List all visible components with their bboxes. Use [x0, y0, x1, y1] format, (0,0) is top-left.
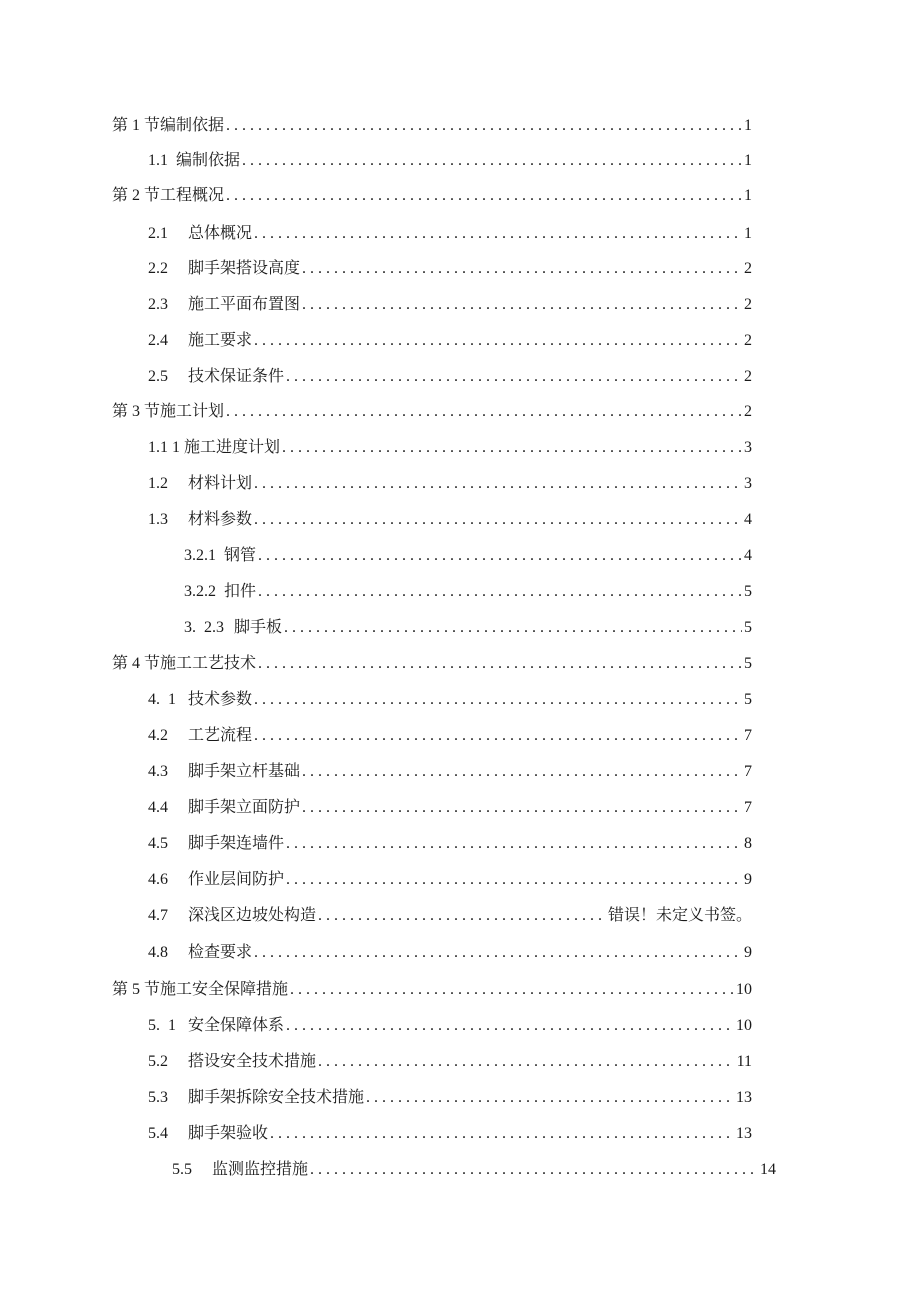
dot-leader [254, 941, 742, 965]
toc-entry-title: 脚手架立面防护 [188, 799, 301, 816]
toc-entry-number: 5.3 [148, 1089, 168, 1106]
toc-entry[interactable] [148, 760, 752, 784]
toc-entry-title: 监测监控措施 [212, 1161, 309, 1178]
toc-entry-page: 9 [744, 871, 752, 888]
toc-entry-title: 检查要求 [188, 944, 253, 961]
toc-entry-title: 施工要求 [188, 332, 253, 349]
toc-entry-number: 3.2.2 [184, 583, 216, 600]
toc-entry-title: 编制依据 [176, 152, 241, 169]
dot-leader [254, 508, 742, 532]
dot-leader [302, 760, 742, 784]
toc-entry[interactable] [148, 1014, 752, 1038]
toc-entry-page: 2 [744, 260, 752, 277]
toc-entry-page: 14 [760, 1161, 776, 1178]
toc-entry-page: 8 [744, 835, 752, 852]
toc-entry-title: 总体概况 [188, 225, 253, 242]
toc-entry-page: 3 [744, 439, 752, 456]
toc-entry[interactable] [148, 472, 752, 496]
toc-entry-title: 技术参数 [188, 691, 253, 708]
toc-entry[interactable] [148, 724, 752, 748]
toc-entry-page: 5 [744, 583, 752, 600]
toc-entry-title: 安全保障体系 [188, 1017, 285, 1034]
toc-entry-page: 9 [744, 944, 752, 961]
toc-entry-number: 4.6 [148, 871, 168, 888]
toc-entry[interactable] [148, 796, 752, 820]
toc-entry-page: 1 [744, 225, 752, 242]
toc-entry-page: 10 [736, 1017, 752, 1034]
dot-leader [270, 1122, 734, 1146]
toc-entry-number: 4.5 [148, 835, 168, 852]
toc-entry-number: 第 2 节 [112, 187, 161, 204]
toc-entry-title: 材料计划 [188, 475, 253, 492]
dot-leader [286, 365, 742, 389]
toc-entry-title: 施工计划 [160, 403, 225, 420]
toc-entry-page: 3 [744, 475, 752, 492]
dot-leader [258, 580, 742, 604]
toc-entry[interactable] [112, 400, 752, 424]
toc-entry-title: 脚手架验收 [188, 1125, 269, 1142]
toc-entry-number: 4.3 [148, 763, 168, 780]
toc-entry[interactable] [148, 1122, 752, 1146]
toc-entry[interactable] [148, 941, 752, 965]
toc-entry-title: 扣件 [224, 583, 257, 600]
toc-entry-page: 5 [744, 619, 752, 636]
dot-leader [302, 293, 742, 317]
dot-leader [254, 222, 742, 246]
toc-entry-page: 4 [744, 511, 752, 528]
dot-leader [254, 329, 742, 353]
toc-entry-page: 4 [744, 547, 752, 564]
toc-entry-page: 1 [744, 187, 752, 204]
toc-entry-number: 2.5 [148, 368, 168, 385]
toc-entry-title: 深浅区边坡处构造 [188, 907, 317, 924]
toc-entry-number: 5.2 [148, 1053, 168, 1070]
toc-entry-number: 1.3 [148, 511, 168, 528]
toc-entry-page: 7 [744, 727, 752, 744]
toc-entry-number: 4.7 [148, 907, 168, 924]
toc-entry-page: 2 [744, 403, 752, 420]
toc-entry[interactable] [148, 1050, 752, 1074]
toc-entry-title: 脚手架立杆基础 [188, 763, 301, 780]
toc-entry-title: 材料参数 [188, 511, 253, 528]
dot-leader [258, 652, 742, 676]
dot-leader [290, 978, 734, 1002]
toc-entry-number: 5.5 [172, 1161, 192, 1178]
toc-entry[interactable] [148, 222, 752, 246]
toc-entry-number: 第 5 节 [112, 981, 161, 998]
dot-leader [366, 1086, 734, 1110]
toc-entry-page: 11 [736, 1053, 752, 1070]
toc-entry-title: 施工工艺技术 [160, 655, 257, 672]
toc-entry[interactable] [172, 1158, 776, 1182]
toc-entry[interactable] [148, 688, 752, 712]
dot-leader [310, 1158, 758, 1182]
toc-entry-page: 7 [744, 799, 752, 816]
dot-leader [302, 796, 742, 820]
toc-entry[interactable] [112, 184, 752, 208]
toc-entry-title: 施工平面布置图 [188, 296, 301, 313]
toc-entry-number: 1.1 [148, 152, 168, 169]
toc-entry-page: 13 [736, 1125, 752, 1142]
toc-entry-page: 5 [744, 691, 752, 708]
toc-entry-title: 技术保证条件 [188, 368, 285, 385]
toc-entry-title: 脚手架连墙件 [188, 835, 285, 852]
dot-leader [226, 400, 742, 424]
toc-entry-number: 第 4 节 [112, 655, 161, 672]
toc-entry[interactable] [184, 616, 752, 640]
toc-entry-page: 1 [744, 152, 752, 169]
toc-entry-number: 3. 2.3 [184, 619, 224, 636]
toc-entry-number: 第 1 节 [112, 117, 161, 134]
toc-entry-title: 编制依据 [160, 117, 225, 134]
toc-entry[interactable] [148, 508, 752, 532]
toc-entry[interactable] [148, 436, 752, 460]
toc-entry-page: 10 [736, 981, 752, 998]
toc-entry-number: 4.4 [148, 799, 168, 816]
toc-entry-title: 脚手板 [234, 619, 283, 636]
dot-leader [258, 544, 742, 568]
dot-leader [318, 904, 606, 928]
dot-leader [226, 184, 742, 208]
dot-leader [286, 832, 742, 856]
toc-entry[interactable] [148, 832, 752, 856]
toc-entry[interactable] [148, 1086, 752, 1110]
toc-entry-title: 工艺流程 [188, 727, 253, 744]
toc-entry-title: 搭设安全技术措施 [188, 1053, 317, 1070]
toc-entry-title: 施工进度计划 [184, 439, 281, 456]
toc-entry-page: 错误！未定义书签。 [607, 907, 752, 924]
toc-entry-number: 5.4 [148, 1125, 168, 1142]
toc-entry-title: 脚手架搭设高度 [188, 260, 301, 277]
dot-leader [242, 149, 742, 173]
dot-leader [286, 868, 742, 892]
dot-leader [254, 472, 742, 496]
toc-entry-number: 4.2 [148, 727, 168, 744]
toc-entry[interactable] [148, 329, 752, 353]
dot-leader [302, 257, 742, 281]
dot-leader [318, 1050, 735, 1074]
toc-entry-number: 第 3 节 [112, 403, 161, 420]
dot-leader [226, 114, 742, 138]
toc-entry[interactable] [148, 293, 752, 317]
toc-entry-number: 2.4 [148, 332, 168, 349]
toc-entry-number: 5. 1 [148, 1017, 176, 1034]
toc-entry-title: 工程概况 [160, 187, 225, 204]
toc-entry[interactable] [112, 652, 752, 676]
toc-entry[interactable] [112, 978, 752, 1002]
toc-entry-title: 脚手架拆除安全技术措施 [188, 1089, 365, 1106]
toc-entry-page: 1 [744, 117, 752, 134]
toc-entry-number: 3.2.1 [184, 547, 216, 564]
toc-entry-title: 作业层间防护 [188, 871, 285, 888]
toc-entry[interactable] [148, 904, 752, 928]
toc-entry-page: 2 [744, 368, 752, 385]
toc-entry[interactable] [184, 544, 752, 568]
toc-entry-page: 5 [744, 655, 752, 672]
dot-leader [282, 436, 742, 460]
toc-entry[interactable] [148, 868, 752, 892]
toc-entry-number: 2.1 [148, 225, 168, 242]
toc-entry-number: 1.2 [148, 475, 168, 492]
toc-entry[interactable] [148, 257, 752, 281]
toc-entry[interactable] [148, 149, 752, 173]
toc-entry-number: 2.3 [148, 296, 168, 313]
toc-entry-number: 1.1 1 [148, 439, 180, 456]
toc-entry-page: 13 [736, 1089, 752, 1106]
toc-entry[interactable] [112, 114, 752, 138]
toc-entry-number: 2.2 [148, 260, 168, 277]
toc-entry-title: 施工安全保障措施 [160, 981, 289, 998]
dot-leader [254, 688, 742, 712]
toc-entry-title: 钢管 [224, 547, 257, 564]
toc-entry-page: 2 [744, 296, 752, 313]
toc-entry-page: 2 [744, 332, 752, 349]
dot-leader [284, 616, 742, 640]
toc-entry-page: 7 [744, 763, 752, 780]
toc-entry-number: 4.8 [148, 944, 168, 961]
dot-leader [254, 724, 742, 748]
toc-entry-number: 4. 1 [148, 691, 176, 708]
dot-leader [286, 1014, 734, 1038]
toc-entry[interactable] [184, 580, 752, 604]
toc-entry[interactable] [148, 365, 752, 389]
